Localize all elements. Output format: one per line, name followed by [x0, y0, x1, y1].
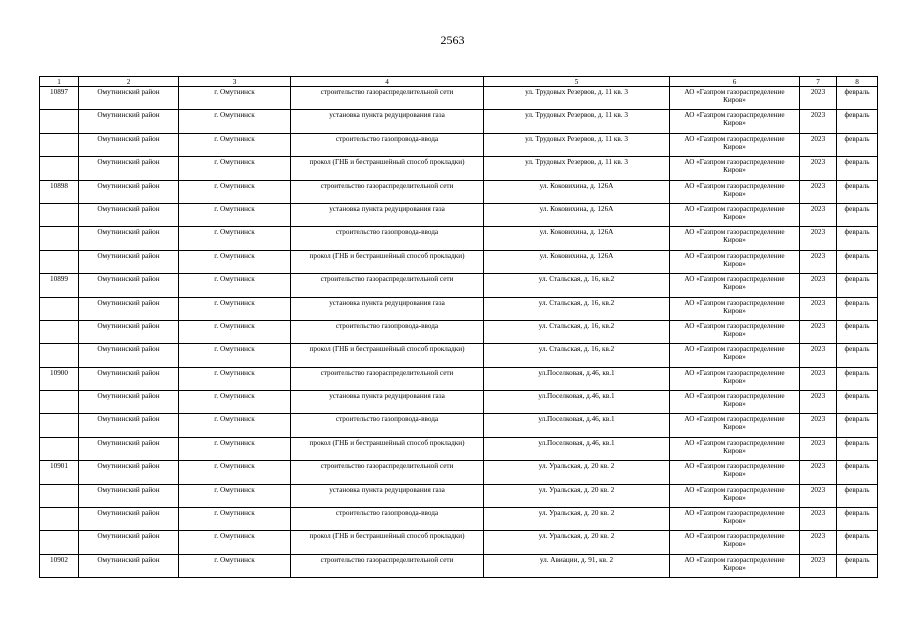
month-cell: февраль	[837, 344, 878, 367]
year-cell: 2023	[800, 297, 837, 320]
year-cell: 2023	[800, 531, 837, 554]
month-cell: февраль	[837, 320, 878, 343]
organization-cell: АО «Газпром газораспределение Киров»	[670, 227, 800, 250]
work-type-cell: строительство газораспределительной сети	[291, 180, 484, 203]
organization-cell: АО «Газпром газораспределение Киров»	[670, 110, 800, 133]
district-cell: Омутнинский район	[79, 274, 179, 297]
district-cell: Омутнинский район	[79, 297, 179, 320]
address-cell: ул. Стальская, д. 16, кв.2	[484, 297, 670, 320]
month-cell: февраль	[837, 554, 878, 577]
work-type-cell: строительство газопровода-ввода	[291, 414, 484, 437]
work-type-cell: строительство газопровода-ввода	[291, 227, 484, 250]
city-cell: г. Омутнинск	[179, 461, 291, 484]
month-cell: февраль	[837, 508, 878, 531]
organization-cell: АО «Газпром газораспределение Киров»	[670, 437, 800, 460]
table-row	[40, 274, 878, 297]
object-number	[40, 391, 79, 414]
address-cell: ул. Трудовых Резервов, д. 11 кв. 3	[484, 133, 670, 156]
address-cell: ул.Поселковая, д.46, кв.1	[484, 391, 670, 414]
city-cell: г. Омутнинск	[179, 554, 291, 577]
city-cell: г. Омутнинск	[179, 344, 291, 367]
registry-table	[39, 76, 878, 578]
address-cell: ул. Уральская, д. 20 кв. 2	[484, 508, 670, 531]
address-cell: ул.Поселковая, д.46, кв.1	[484, 437, 670, 460]
district-cell: Омутнинский район	[79, 180, 179, 203]
work-type-cell: установка пункта редуцирования газа	[291, 297, 484, 320]
address-cell: ул. Трудовых Резервов, д. 11 кв. 3	[484, 87, 670, 110]
address-cell: ул.Поселковая, д.46, кв.1	[484, 367, 670, 390]
object-number	[40, 250, 79, 273]
object-number	[40, 297, 79, 320]
month-cell: февраль	[837, 367, 878, 390]
city-cell: г. Омутнинск	[179, 484, 291, 507]
year-cell: 2023	[800, 203, 837, 226]
city-cell: г. Омутнинск	[179, 391, 291, 414]
object-number	[40, 484, 79, 507]
col-header: 1	[40, 77, 79, 87]
object-number	[40, 531, 79, 554]
address-cell: ул. Трудовых Резервов, д. 11 кв. 3	[484, 110, 670, 133]
organization-cell: АО «Газпром газораспределение Киров»	[670, 203, 800, 226]
address-cell: ул. Уральская, д. 20 кв. 2	[484, 484, 670, 507]
district-cell: Омутнинский район	[79, 227, 179, 250]
district-cell: Омутнинский район	[79, 367, 179, 390]
table-row	[40, 203, 878, 226]
district-cell: Омутнинский район	[79, 391, 179, 414]
table-row	[40, 157, 878, 180]
object-number	[40, 320, 79, 343]
city-cell: г. Омутнинск	[179, 297, 291, 320]
district-cell: Омутнинский район	[79, 414, 179, 437]
month-cell: февраль	[837, 180, 878, 203]
city-cell: г. Омутнинск	[179, 180, 291, 203]
month-cell: февраль	[837, 484, 878, 507]
col-header: 7	[800, 77, 837, 87]
col-header: 6	[670, 77, 800, 87]
month-cell: февраль	[837, 250, 878, 273]
organization-cell: АО «Газпром газораспределение Киров»	[670, 344, 800, 367]
address-cell: ул. Коковихина, д. 126А	[484, 203, 670, 226]
city-cell: г. Омутнинск	[179, 531, 291, 554]
year-cell: 2023	[800, 554, 837, 577]
month-cell: февраль	[837, 227, 878, 250]
organization-cell: АО «Газпром газораспределение Киров»	[670, 133, 800, 156]
work-type-cell: строительство газораспределительной сети	[291, 367, 484, 390]
work-type-cell: строительство газопровода-ввода	[291, 508, 484, 531]
address-cell: ул. Авиации, д. 91, кв. 2	[484, 554, 670, 577]
organization-cell: АО «Газпром газораспределение Киров»	[670, 274, 800, 297]
header-row	[40, 77, 878, 87]
organization-cell: АО «Газпром газораспределение Киров»	[670, 87, 800, 110]
organization-cell: АО «Газпром газораспределение Киров»	[670, 461, 800, 484]
district-cell: Омутнинский район	[79, 320, 179, 343]
district-cell: Омутнинский район	[79, 250, 179, 273]
work-type-cell: строительство газораспределительной сети	[291, 461, 484, 484]
address-cell: ул. Стальская, д. 16, кв.2	[484, 320, 670, 343]
object-number	[40, 414, 79, 437]
work-type-cell: прокол (ГНБ и бестраншейный способ прокладки)	[291, 344, 484, 367]
object-number: 10897	[40, 87, 79, 110]
table-row	[40, 461, 878, 484]
city-cell: г. Омутнинск	[179, 508, 291, 531]
table-row	[40, 437, 878, 460]
object-number: 10901	[40, 461, 79, 484]
organization-cell: АО «Газпром газораспределение Киров»	[670, 367, 800, 390]
month-cell: февраль	[837, 461, 878, 484]
table-row	[40, 531, 878, 554]
object-number	[40, 110, 79, 133]
work-type-cell: прокол (ГНБ и бестраншейный способ прокладки)	[291, 531, 484, 554]
object-number	[40, 437, 79, 460]
page-number: 2563	[440, 33, 465, 47]
work-type-cell: прокол (ГНБ и бестраншейный способ прокладки)	[291, 437, 484, 460]
table-row	[40, 414, 878, 437]
year-cell: 2023	[800, 391, 837, 414]
organization-cell: АО «Газпром газораспределение Киров»	[670, 320, 800, 343]
year-cell: 2023	[800, 157, 837, 180]
organization-cell: АО «Газпром газораспределение Киров»	[670, 180, 800, 203]
city-cell: г. Омутнинск	[179, 87, 291, 110]
city-cell: г. Омутнинск	[179, 274, 291, 297]
object-number: 10898	[40, 180, 79, 203]
month-cell: февраль	[837, 391, 878, 414]
organization-cell: АО «Газпром газораспределение Киров»	[670, 157, 800, 180]
month-cell: февраль	[837, 297, 878, 320]
district-cell: Омутнинский район	[79, 531, 179, 554]
year-cell: 2023	[800, 227, 837, 250]
table-row	[40, 297, 878, 320]
month-cell: февраль	[837, 203, 878, 226]
object-number	[40, 227, 79, 250]
address-cell: ул. Трудовых Резервов, д. 11 кв. 3	[484, 157, 670, 180]
work-type-cell: установка пункта редуцирования газа	[291, 484, 484, 507]
address-cell: ул. Коковихина, д. 126А	[484, 250, 670, 273]
year-cell: 2023	[800, 87, 837, 110]
district-cell: Омутнинский район	[79, 344, 179, 367]
table-row	[40, 180, 878, 203]
month-cell: февраль	[837, 110, 878, 133]
city-cell: г. Омутнинск	[179, 110, 291, 133]
address-cell: ул. Уральская, д. 20 кв. 2	[484, 531, 670, 554]
organization-cell: АО «Газпром газораспределение Киров»	[670, 554, 800, 577]
col-header: 4	[291, 77, 484, 87]
table-body	[40, 77, 878, 578]
work-type-cell: установка пункта редуцирования газа	[291, 203, 484, 226]
district-cell: Омутнинский район	[79, 554, 179, 577]
organization-cell: АО «Газпром газораспределение Киров»	[670, 508, 800, 531]
col-header: 8	[837, 77, 878, 87]
object-number: 10902	[40, 554, 79, 577]
year-cell: 2023	[800, 414, 837, 437]
address-cell: ул. Коковихина, д. 126А	[484, 227, 670, 250]
organization-cell: АО «Газпром газораспределение Киров»	[670, 531, 800, 554]
city-cell: г. Омутнинск	[179, 414, 291, 437]
month-cell: февраль	[837, 133, 878, 156]
city-cell: г. Омутнинск	[179, 320, 291, 343]
month-cell: февраль	[837, 414, 878, 437]
year-cell: 2023	[800, 508, 837, 531]
object-number: 10899	[40, 274, 79, 297]
organization-cell: АО «Газпром газораспределение Киров»	[670, 414, 800, 437]
col-header: 5	[484, 77, 670, 87]
year-cell: 2023	[800, 344, 837, 367]
year-cell: 2023	[800, 320, 837, 343]
table-row	[40, 250, 878, 273]
city-cell: г. Омутнинск	[179, 250, 291, 273]
district-cell: Омутнинский район	[79, 133, 179, 156]
year-cell: 2023	[800, 274, 837, 297]
month-cell: февраль	[837, 157, 878, 180]
work-type-cell: строительство газораспределительной сети	[291, 274, 484, 297]
table-row	[40, 227, 878, 250]
work-type-cell: строительство газопровода-ввода	[291, 133, 484, 156]
month-cell: февраль	[837, 87, 878, 110]
address-cell: ул. Стальская, д. 16, кв.2	[484, 344, 670, 367]
address-cell: ул. Стальская, д. 16, кв.2	[484, 274, 670, 297]
address-cell: ул. Коковихина, д. 126А	[484, 180, 670, 203]
year-cell: 2023	[800, 367, 837, 390]
table-row	[40, 87, 878, 110]
district-cell: Омутнинский район	[79, 508, 179, 531]
organization-cell: АО «Газпром газораспределение Киров»	[670, 297, 800, 320]
organization-cell: АО «Газпром газораспределение Киров»	[670, 484, 800, 507]
table-row	[40, 344, 878, 367]
work-type-cell: установка пункта редуцирования газа	[291, 110, 484, 133]
month-cell: февраль	[837, 274, 878, 297]
district-cell: Омутнинский район	[79, 157, 179, 180]
city-cell: г. Омутнинск	[179, 133, 291, 156]
object-number	[40, 157, 79, 180]
object-number	[40, 203, 79, 226]
address-cell: ул.Поселковая, д.46, кв.1	[484, 414, 670, 437]
organization-cell: АО «Газпром газораспределение Киров»	[670, 250, 800, 273]
month-cell: февраль	[837, 437, 878, 460]
table-row	[40, 133, 878, 156]
city-cell: г. Омутнинск	[179, 227, 291, 250]
district-cell: Омутнинский район	[79, 484, 179, 507]
district-cell: Омутнинский район	[79, 437, 179, 460]
district-cell: Омутнинский район	[79, 203, 179, 226]
district-cell: Омутнинский район	[79, 87, 179, 110]
year-cell: 2023	[800, 437, 837, 460]
table-row	[40, 484, 878, 507]
year-cell: 2023	[800, 133, 837, 156]
district-cell: Омутнинский район	[79, 461, 179, 484]
organization-cell: АО «Газпром газораспределение Киров»	[670, 391, 800, 414]
address-cell: ул. Уральская, д. 20 кв. 2	[484, 461, 670, 484]
month-cell: февраль	[837, 531, 878, 554]
city-cell: г. Омутнинск	[179, 157, 291, 180]
city-cell: г. Омутнинск	[179, 367, 291, 390]
table-row	[40, 508, 878, 531]
object-number	[40, 133, 79, 156]
table-row	[40, 391, 878, 414]
object-number: 10900	[40, 367, 79, 390]
city-cell: г. Омутнинск	[179, 437, 291, 460]
year-cell: 2023	[800, 461, 837, 484]
col-header: 3	[179, 77, 291, 87]
object-number	[40, 508, 79, 531]
work-type-cell: установка пункта редуцирования газа	[291, 391, 484, 414]
year-cell: 2023	[800, 110, 837, 133]
work-type-cell: прокол (ГНБ и бестраншейный способ прокладки)	[291, 157, 484, 180]
object-number	[40, 344, 79, 367]
work-type-cell: строительство газопровода-ввода	[291, 320, 484, 343]
work-type-cell: прокол (ГНБ и бестраншейный способ прокладки)	[291, 250, 484, 273]
year-cell: 2023	[800, 250, 837, 273]
year-cell: 2023	[800, 180, 837, 203]
year-cell: 2023	[800, 484, 837, 507]
district-cell: Омутнинский район	[79, 110, 179, 133]
table-row	[40, 367, 878, 390]
col-header: 2	[79, 77, 179, 87]
city-cell: г. Омутнинск	[179, 203, 291, 226]
work-type-cell: строительство газораспределительной сети	[291, 87, 484, 110]
table-row	[40, 554, 878, 577]
table-row	[40, 320, 878, 343]
table-row	[40, 110, 878, 133]
work-type-cell: строительство газораспределительной сети	[291, 554, 484, 577]
